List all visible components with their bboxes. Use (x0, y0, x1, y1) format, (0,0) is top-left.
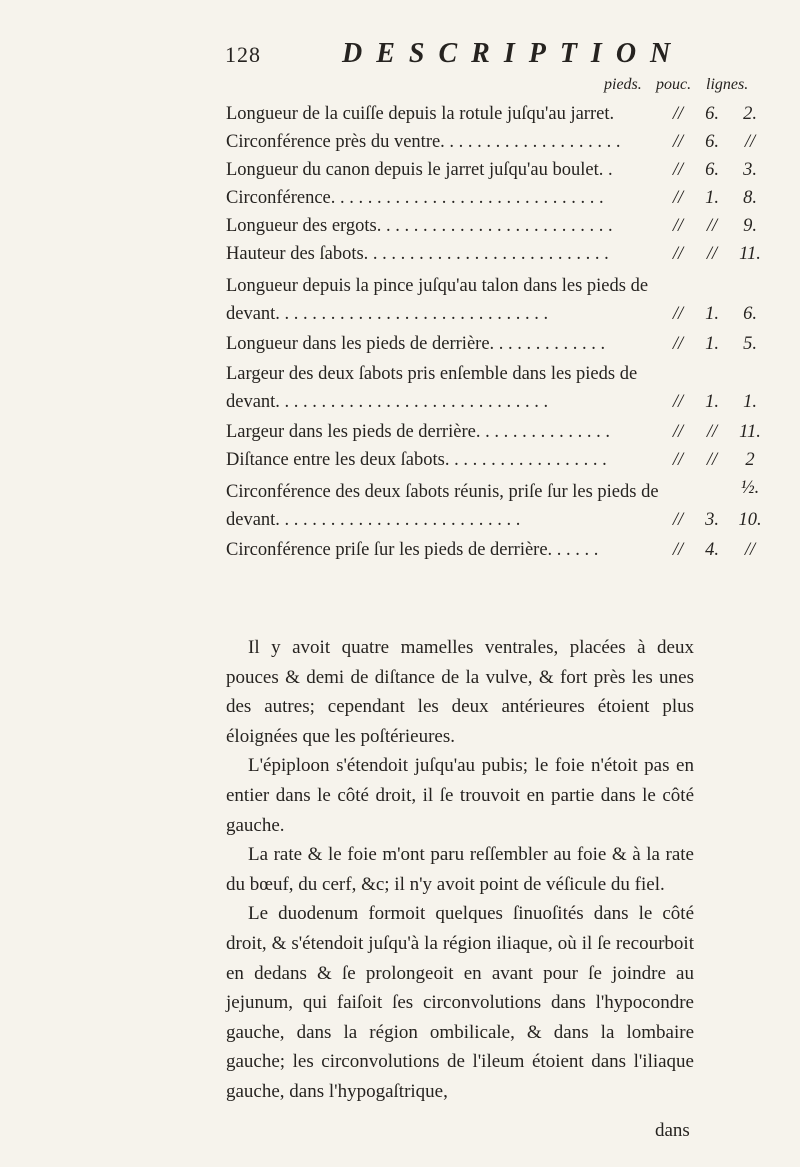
paragraph: Il y avoit quatre mamelles ventrales, placées à deux pouces & demi de diſtance de la vulve, & fort près les unes des autres; cependant les deux antérieures étoient plus éloignées que les poſtérieures. (226, 637, 694, 747)
row-pieds: // (672, 160, 684, 180)
row-label: Circonférence près du ventre. . . . . . . . . . . . . . . . . . . . (226, 132, 621, 152)
row-lignes: 11. (739, 422, 761, 442)
row-pouc: // (706, 450, 718, 470)
row-pouc: 1. (705, 392, 719, 412)
row-pieds: // (672, 334, 684, 354)
row-pieds: // (672, 188, 684, 208)
row-lignes: 6. (743, 304, 757, 324)
row-pouc: 1. (705, 188, 719, 208)
column-header-pieds: pieds. (604, 76, 642, 93)
row-label: Circonférence. . . . . . . . . . . . . . . . . . . . . . . . . . . . . . (226, 188, 604, 208)
row-lignes: 5. (743, 334, 757, 354)
row-lignes: // (744, 540, 756, 560)
row-label: Longueur des ergots. . . . . . . . . . . . . . . . . . . . . . . . . . (226, 216, 613, 236)
row-label: Longueur depuis la pince juſqu'au talon dans les pieds de devant. . . . . . . . . . . . . . . . . . . . . . . . . . . . . . (226, 276, 649, 324)
paragraph: Le duodenum formoit quelques ſinuoſités dans le côté droit, & s'étendoit juſqu'à la région iliaque, où il ſe recourboit en dedans & ſe prolongeoit en avant pour ſe joindre au jejunum, qui faiſoit ſes circonvolutions dans l'hypocondre gauche, dans la région ombilicale, & dans la lombaire gauche; les circonvolutions de l'ileum étoient dans l'iliaque gauche, dans l'hypogaſtrique, (226, 903, 694, 1102)
row-pouc: 1. (705, 334, 719, 354)
page-header (225, 38, 695, 78)
row-label: Diſtance entre les deux ſabots. . . . . . . . . . . . . . . . . . (226, 450, 607, 470)
row-pieds: // (672, 132, 684, 152)
row-pouc: 3. (705, 510, 719, 530)
row-pieds: // (672, 104, 684, 124)
row-pieds: // (672, 244, 684, 264)
row-lignes: 1. (743, 392, 757, 412)
column-header-pouc: pouc. (656, 76, 692, 93)
row-label: Circonférence priſe ſur les pieds de derrière. . . . . . (226, 540, 599, 560)
row-lignes: 9. (743, 216, 757, 236)
paragraph: La rate & le foie m'ont paru reſſembler au foie & à la rate du bœuf, du cerf, &c; il n'y avoit point de véſicule du fiel. (226, 844, 694, 895)
row-label: Hauteur des ſabots. . . . . . . . . . . . . . . . . . . . . . . . . . . (226, 244, 609, 264)
row-pouc: // (706, 216, 718, 236)
row-lignes: 10. (738, 510, 762, 530)
row-label: Largeur dans les pieds de derrière. . . . . . . . . . . . . . . (226, 422, 610, 442)
column-header-lignes: lignes. (706, 76, 749, 93)
row-pieds: // (672, 510, 684, 530)
row-pieds: // (672, 392, 684, 412)
row-pieds: // (672, 540, 684, 560)
row-pouc: // (706, 422, 718, 442)
catchword: dans (655, 1120, 690, 1141)
row-pouc: 1. (705, 304, 719, 324)
body-text (226, 633, 694, 1107)
running-title: DESCRIPTION (342, 38, 685, 69)
row-lignes: 3. (743, 160, 757, 180)
row-pouc: 6. (705, 104, 719, 124)
paragraph: L'épiploon s'étendoit juſqu'au pubis; le foie n'étoit pas en entier dans le côté droit, il ſe trouvoit en partie dans le côté gauche. (226, 755, 694, 836)
row-lignes: // (744, 132, 756, 152)
row-pouc: // (706, 244, 718, 264)
row-label: Circonférence des deux ſabots réunis, priſe ſur les pieds de devant. . . . . . . . . . . . . . . . . . . . . . . . . . . (226, 482, 659, 530)
row-pieds: // (672, 304, 684, 324)
row-lignes: 2 ½. (740, 450, 760, 498)
row-label: Longueur du canon depuis le jarret juſqu'au boulet. . (226, 160, 613, 180)
page-number: 128 (225, 42, 261, 67)
row-pieds: // (672, 450, 684, 470)
column-headers (0, 76, 800, 98)
row-label: Longueur dans les pieds de derrière. . . . . . . . . . . . . (226, 334, 606, 354)
row-label: Largeur des deux ſabots pris enſemble dans les pieds de devant. . . . . . . . . . . . . . . . . . . . . . . . . . . . . . (226, 364, 638, 412)
row-pouc: 6. (705, 160, 719, 180)
row-label: Longueur de la cuiſſe depuis la rotule juſqu'au jarret. (226, 104, 615, 124)
row-lignes: 11. (739, 244, 761, 264)
row-pouc: 4. (705, 540, 719, 560)
row-lignes: 8. (743, 188, 757, 208)
row-pouc: 6. (705, 132, 719, 152)
row-lignes: 2. (743, 104, 757, 124)
row-pieds: // (672, 422, 684, 442)
row-pieds: // (672, 216, 684, 236)
